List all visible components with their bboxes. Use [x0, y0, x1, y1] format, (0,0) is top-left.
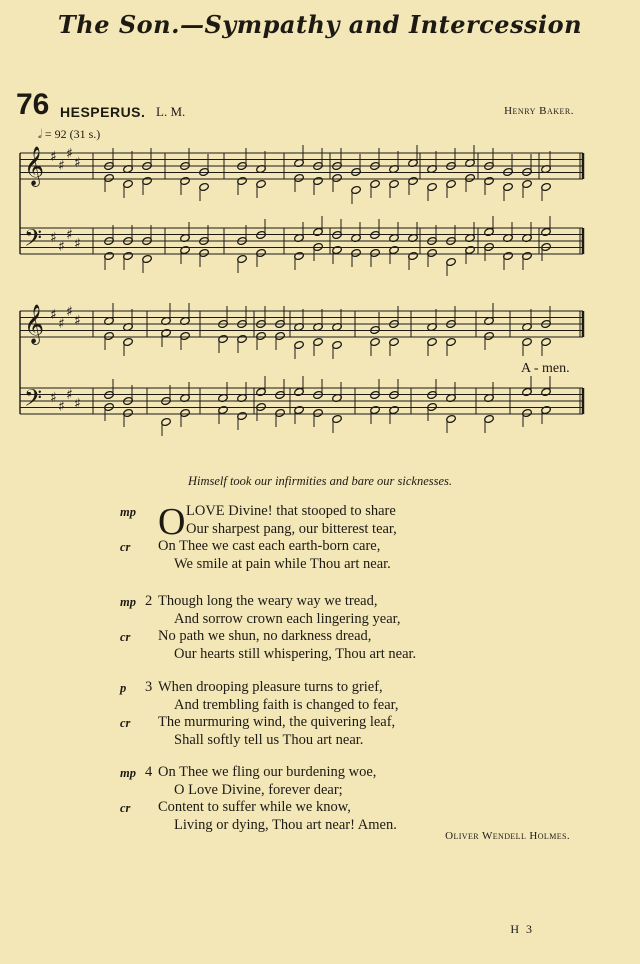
- hymn-number: 76: [16, 88, 50, 121]
- scripture-caption: Himself took our infirmities and bare our sicknesses.: [187, 474, 453, 488]
- verse-line: The murmuring wind, the quivering leaf,: [158, 714, 396, 730]
- tempo-marking: 𝅗𝅥 = 92 (31 s.): [38, 127, 101, 141]
- sharp-icon: ♯: [58, 399, 65, 415]
- sharp-icon: ♯: [58, 158, 65, 174]
- dynamic-mark: cr: [120, 540, 131, 554]
- sharp-icon: ♯: [66, 227, 73, 243]
- drop-cap: O: [158, 501, 186, 543]
- verse-line: Though long the weary way we tread,: [158, 593, 378, 609]
- verse-line: On Thee we fling our burdening woe,: [158, 764, 377, 780]
- sharp-icon: ♯: [74, 155, 81, 171]
- sharp-icon: ♯: [74, 313, 81, 329]
- sharp-icon: ♯: [66, 387, 73, 403]
- verse-number: 3: [145, 679, 153, 695]
- verse-line: We smile at pain while Thou art near.: [174, 555, 391, 572]
- author: Oliver Wendell Holmes.: [445, 830, 570, 842]
- sharp-icon: ♯: [58, 239, 65, 255]
- verse-number: 2: [145, 593, 153, 609]
- verse-line: LOVE Divine! that stooped to share: [186, 503, 396, 519]
- dynamic-mark: mp: [120, 595, 136, 609]
- dynamic-mark: cr: [120, 801, 131, 815]
- bass-clef-icon: 𝄢: [24, 224, 43, 257]
- dynamic-mark: cr: [120, 716, 131, 730]
- verse-line: And trembling faith is changed to fear,: [174, 696, 399, 713]
- dynamic-mark: mp: [120, 766, 136, 780]
- verse-line: On Thee we cast each earth-born care,: [158, 538, 381, 554]
- tune-name: HESPERUS.: [60, 104, 146, 120]
- verse-line: Living or dying, Thou art near! Amen.: [174, 816, 397, 833]
- verse-line: No path we shun, no darkness dread,: [158, 628, 372, 644]
- amen-text: A - men.: [521, 361, 570, 376]
- sharp-icon: ♯: [50, 390, 57, 406]
- verse-line: O Love Divine, forever dear;: [174, 781, 343, 798]
- page-signature: H 3: [510, 922, 534, 936]
- dynamic-mark: p: [120, 681, 127, 695]
- sharp-icon: ♯: [74, 396, 81, 412]
- verse-line: Shall softly tell us Thou art near.: [174, 731, 364, 748]
- verse-line: Our sharpest pang, our bitterest tear,: [186, 520, 397, 537]
- sharp-icon: ♯: [50, 307, 57, 323]
- treble-clef-icon: 𝄞: [24, 304, 45, 344]
- verse-number: 4: [145, 764, 153, 780]
- composer: Henry Baker.: [504, 105, 574, 117]
- verse-line: Content to suffer while we know,: [158, 799, 351, 815]
- sharp-icon: ♯: [50, 149, 57, 165]
- treble-clef-icon: 𝄞: [24, 146, 45, 186]
- dynamic-mark: cr: [120, 630, 131, 644]
- sharp-icon: ♯: [50, 230, 57, 246]
- dynamic-mark: mp: [120, 505, 136, 519]
- bass-clef-icon: 𝄢: [24, 384, 43, 417]
- section-title: The Son.—Sympathy and Intercession: [57, 10, 583, 39]
- verse-line: Our hearts still whispering, Thou art near.: [174, 645, 417, 662]
- meter: L. M.: [156, 104, 186, 119]
- sharp-icon: ♯: [74, 236, 81, 252]
- sharp-icon: ♯: [66, 146, 73, 162]
- sharp-icon: ♯: [58, 316, 65, 332]
- verse-line: When drooping pleasure turns to grief,: [158, 679, 383, 695]
- verse-line: And sorrow crown each lingering year,: [174, 610, 401, 627]
- sharp-icon: ♯: [66, 304, 73, 320]
